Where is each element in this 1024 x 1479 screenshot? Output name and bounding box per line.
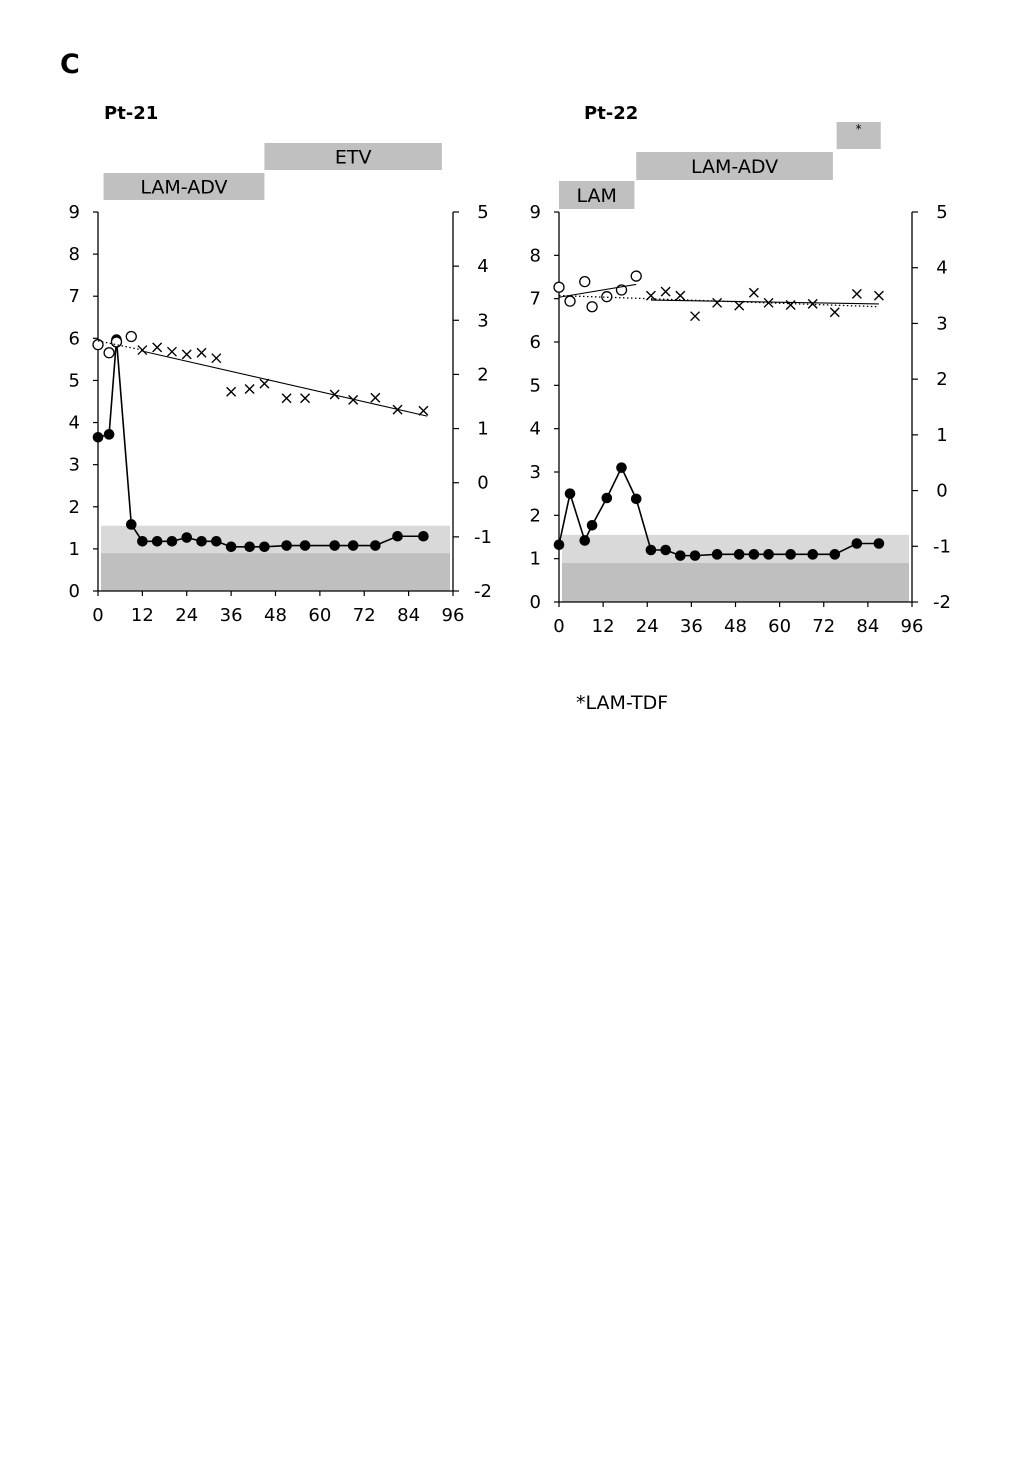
data-point-filled <box>712 549 723 560</box>
x-tick-label: 72 <box>352 605 376 626</box>
y-left-tick-label: 2 <box>68 496 80 518</box>
y-right-tick-label: 3 <box>936 313 948 335</box>
data-point-open <box>111 337 121 347</box>
data-point-filled <box>554 540 565 551</box>
x-tick-label: 96 <box>900 616 924 637</box>
data-point-cross <box>301 394 310 403</box>
y-right-tick-label: 4 <box>477 256 489 278</box>
data-point-filled <box>602 493 613 504</box>
data-point-open <box>580 277 590 287</box>
data-point-filled <box>226 541 237 552</box>
treatment-label: * <box>855 122 862 136</box>
y-left-tick-label: 3 <box>529 462 541 483</box>
x-tick-label: 72 <box>812 616 836 637</box>
data-point-filled <box>181 532 192 543</box>
y-left-tick-label: 8 <box>529 245 541 267</box>
x-tick-label: 60 <box>308 605 332 626</box>
y-right-tick-label: 4 <box>936 257 948 279</box>
chart-title: Pt-21 <box>104 103 159 124</box>
x-tick-label: 12 <box>591 616 615 637</box>
data-point-filled <box>370 540 381 551</box>
data-point-filled <box>137 536 148 547</box>
data-point-cross <box>676 291 685 300</box>
data-point-cross <box>282 394 291 403</box>
data-point-open <box>104 348 114 358</box>
data-point-cross <box>661 287 670 296</box>
chart-pt-21 <box>69 103 492 626</box>
treatment-label: LAM <box>576 185 617 207</box>
y-right-tick-label: -1 <box>474 526 492 548</box>
data-point-open <box>631 271 641 281</box>
data-point-filled <box>785 549 796 560</box>
treatment-label: LAM-ADV <box>140 176 228 199</box>
y-right-tick-label: 2 <box>936 369 948 391</box>
y-left-tick-label: 2 <box>529 505 541 527</box>
x-tick-label: 84 <box>397 605 421 626</box>
data-point-cross <box>153 343 162 352</box>
chart-title: Pt-22 <box>584 103 639 124</box>
data-point-filled <box>93 432 104 443</box>
panel-label: C <box>60 49 80 80</box>
y-left-tick-label: 6 <box>529 332 541 353</box>
data-point-cross <box>227 387 236 396</box>
y-left-tick-label: 5 <box>68 370 80 392</box>
data-point-filled <box>167 536 178 547</box>
y-left-tick-label: 8 <box>68 244 80 266</box>
data-point-filled <box>660 545 671 556</box>
data-point-filled <box>152 536 163 547</box>
data-point-filled <box>690 550 701 561</box>
x-tick-label: 24 <box>175 605 199 626</box>
data-point-cross <box>260 379 269 388</box>
y-right-tick-label: -1 <box>933 536 951 558</box>
y-left-tick-label: 9 <box>68 202 80 223</box>
shaded-band <box>101 553 450 591</box>
data-point-cross <box>197 348 206 357</box>
data-point-filled <box>281 540 292 551</box>
treatment-label: LAM-ADV <box>691 156 779 178</box>
data-point-cross <box>167 347 176 356</box>
data-point-filled <box>329 540 340 551</box>
data-point-filled <box>646 545 657 556</box>
data-point-filled <box>196 536 207 547</box>
y-right-tick-label: -2 <box>933 592 951 613</box>
data-point-filled <box>211 536 222 547</box>
data-point-filled <box>829 549 840 560</box>
data-point-filled <box>874 538 885 549</box>
x-tick-label: 0 <box>553 616 565 637</box>
y-left-tick-label: 1 <box>529 548 541 570</box>
data-point-filled <box>126 519 137 530</box>
data-point-filled <box>807 549 818 560</box>
y-left-tick-label: 6 <box>68 328 80 350</box>
data-point-filled <box>631 494 642 505</box>
y-left-tick-label: 1 <box>68 538 80 560</box>
data-point-filled <box>244 541 255 552</box>
data-point-filled <box>392 531 403 542</box>
data-point-cross <box>212 354 221 363</box>
data-point-filled <box>763 549 774 560</box>
y-left-tick-label: 7 <box>68 286 80 308</box>
data-point-filled <box>418 531 429 542</box>
y-left-tick-label: 4 <box>68 412 80 434</box>
y-left-tick-label: 0 <box>529 592 541 613</box>
data-point-open <box>565 296 575 306</box>
y-right-tick-label: -2 <box>474 581 492 602</box>
x-tick-label: 48 <box>724 616 747 637</box>
y-left-tick-label: 7 <box>529 288 541 310</box>
y-left-tick-label: 3 <box>68 454 80 476</box>
y-left-tick-label: 4 <box>529 418 541 440</box>
data-point-cross <box>874 291 883 300</box>
y-right-tick-label: 5 <box>936 202 948 223</box>
data-point-filled <box>300 540 311 551</box>
data-point-filled <box>734 549 745 560</box>
x-tick-label: 12 <box>130 605 154 626</box>
data-point-cross <box>245 385 254 394</box>
data-point-filled <box>749 549 760 560</box>
shaded-band <box>562 563 909 602</box>
y-left-tick-label: 9 <box>529 202 541 223</box>
x-tick-label: 36 <box>219 605 243 626</box>
footnote: *LAM-TDF <box>576 692 669 714</box>
y-right-tick-label: 1 <box>477 418 489 440</box>
y-right-tick-label: 3 <box>477 310 489 332</box>
y-right-tick-label: 5 <box>477 202 489 223</box>
data-point-open <box>554 282 564 292</box>
trend-line-solid <box>142 351 427 416</box>
y-right-tick-label: 1 <box>936 424 948 446</box>
data-point-filled <box>616 462 627 473</box>
data-point-open <box>126 332 136 342</box>
data-point-filled <box>579 535 590 546</box>
data-point-filled <box>259 541 270 552</box>
x-tick-label: 24 <box>635 616 659 637</box>
x-tick-label: 36 <box>679 616 703 637</box>
treatment-label: ETV <box>334 146 372 169</box>
chart-pt-22 <box>530 103 951 637</box>
series-line <box>98 340 423 547</box>
data-point-filled <box>587 520 598 531</box>
x-tick-label: 60 <box>768 616 792 637</box>
x-tick-label: 48 <box>264 605 287 626</box>
y-left-tick-label: 0 <box>68 581 80 602</box>
data-point-filled <box>348 540 359 551</box>
data-point-cross <box>691 312 700 321</box>
data-point-filled <box>675 550 686 561</box>
x-tick-label: 0 <box>92 605 104 626</box>
y-right-tick-label: 0 <box>936 480 948 502</box>
x-tick-label: 84 <box>856 616 880 637</box>
y-left-tick-label: 5 <box>529 375 541 397</box>
data-point-cross <box>371 393 380 402</box>
data-point-cross <box>852 289 861 298</box>
data-point-cross <box>830 308 839 317</box>
data-point-filled <box>104 429 115 440</box>
x-tick-label: 96 <box>441 605 465 626</box>
data-point-cross <box>749 288 758 297</box>
data-point-filled <box>852 538 863 549</box>
trend-line-solid <box>651 300 879 304</box>
data-point-open <box>587 302 597 312</box>
data-point-cross <box>419 406 428 415</box>
data-point-cross <box>713 298 722 307</box>
y-right-tick-label: 0 <box>477 472 489 494</box>
data-point-cross <box>182 350 191 359</box>
data-point-filled <box>565 488 576 499</box>
y-right-tick-label: 2 <box>477 364 489 386</box>
